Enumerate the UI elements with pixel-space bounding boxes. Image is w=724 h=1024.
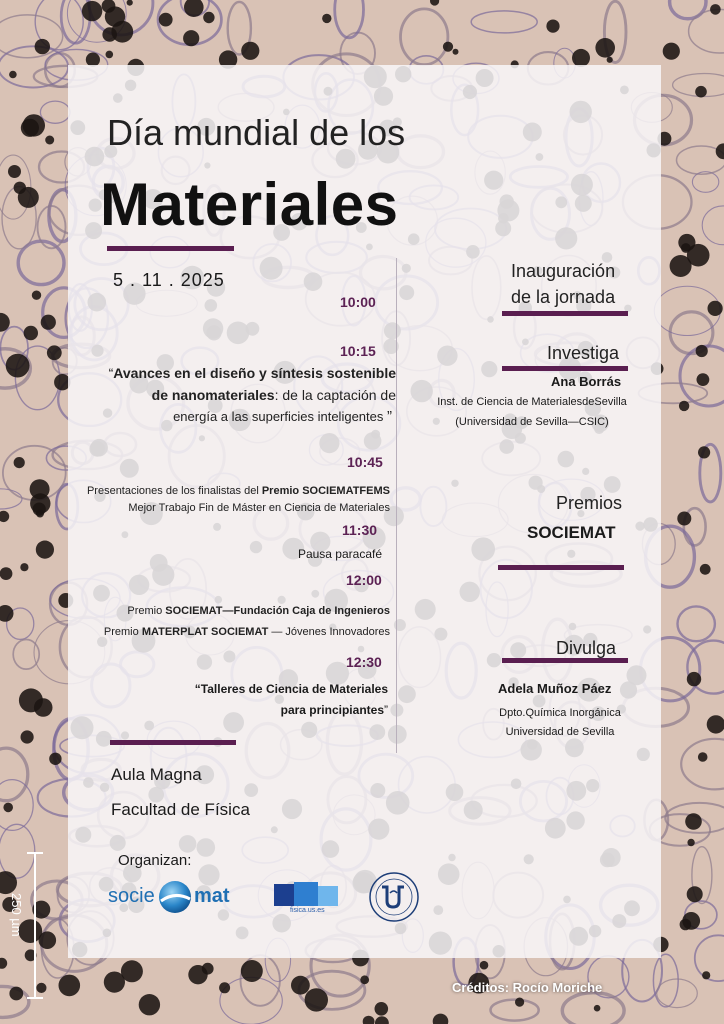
finalists-line-1 <box>70 485 390 497</box>
premios-underline <box>498 565 624 570</box>
time-1045: 10:45 <box>347 454 383 470</box>
time-1000: 10:00 <box>340 294 376 310</box>
scale-label: 250 µm <box>9 893 24 937</box>
workshops-title <box>130 679 388 721</box>
inauguration-line-2: de la jornada <box>511 287 616 307</box>
fisica-building-icon <box>272 880 340 908</box>
credits: Créditos: Rocío Moriche <box>452 980 603 995</box>
talk-line-3: energía a las superficies inteligentes <box>173 409 384 424</box>
title-underline <box>107 246 234 251</box>
speaker-affiliation-2: (Universidad de Sevilla—CSIC) <box>455 416 609 428</box>
finalists-line-2: Mejor Trabajo Fin de Máster en Ciencia de Materiales <box>128 502 390 514</box>
premios-label: Premios <box>556 493 623 513</box>
workshops-line-2: para principiantes <box>280 703 384 717</box>
award-line-2 <box>70 626 390 638</box>
speaker-affiliation-1: Inst. de Ciencia de MaterialesdeSevilla <box>437 396 627 408</box>
close-quote: ” <box>387 408 392 425</box>
us-seal-logo <box>366 871 422 923</box>
speaker-name-borras: Ana Borrás <box>551 374 622 389</box>
award-2-name: MATERPLAT SOCIEMAT <box>141 626 269 638</box>
award-line-1 <box>70 605 390 617</box>
divulga-affiliation-2: Universidad de Sevilla <box>505 726 615 738</box>
time-1200: 12:00 <box>346 572 382 588</box>
open-quote: “ <box>108 365 114 381</box>
title-line-2: Materiales <box>100 171 399 238</box>
award-1-name: SOCIEMAT—Fundación Caja de Ingenieros <box>165 605 390 617</box>
time-1015: 10:15 <box>340 343 376 359</box>
time-1130: 11:30 <box>342 522 378 538</box>
talk-bold-line-1: Avances en el diseño y síntesis sostenible <box>113 365 396 381</box>
sociemat-logo-left: socie <box>108 885 155 907</box>
finalists-prize: Premio SOCIEMATFEMS <box>261 485 390 497</box>
organizers-label: Organizan: <box>118 852 192 869</box>
divulga-label: Divulga <box>556 638 617 658</box>
scale-bar <box>34 853 36 998</box>
time-1230: 12:30 <box>346 654 382 670</box>
speaker-name-munoz: Adela Muñoz Páez <box>498 681 612 696</box>
coffee-break: Pausa paracafé <box>297 547 382 561</box>
scale-bar-bottom-cap <box>27 997 43 999</box>
finalists-prefix: Presentaciones de los finalistas del <box>86 485 262 497</box>
scale-bar-top-cap <box>27 852 43 854</box>
sociemat-globe-icon <box>156 879 194 915</box>
sociemat-logo-right: mat <box>194 885 230 907</box>
investiga-underline <box>502 366 628 371</box>
keynote-talk-title <box>108 362 396 428</box>
award-2-rest: — Jóvenes Innovadores <box>268 626 390 638</box>
investiga-label: Investiga <box>547 343 620 363</box>
fisica-logo <box>272 880 340 916</box>
award-1-prefix: Premio <box>127 605 166 617</box>
venue-line-1: Aula Magna <box>111 765 202 784</box>
divulga-underline <box>502 658 628 663</box>
talk-rest-line-2: : de la captación de <box>274 387 396 403</box>
venue-line-2: Facultad de Física <box>111 800 250 819</box>
fisica-caption: fisica.us.es <box>290 907 325 914</box>
title-line-1: Día mundial de los <box>107 112 406 153</box>
sociemat-logo <box>108 877 243 917</box>
column-divider <box>396 258 397 753</box>
award-2-prefix: Premio <box>103 626 142 638</box>
divulga-affiliation-1: Dpto.Química Inorgánica <box>499 707 621 719</box>
talk-bold-line-2: de nanomateriales <box>151 387 275 403</box>
venue-underline <box>110 740 236 745</box>
workshops-close-quote: ” <box>384 703 388 717</box>
premios-sociemat: SOCIEMAT <box>527 523 616 542</box>
event-date: 5 . 11 . 2025 <box>113 270 225 290</box>
inauguration-underline <box>502 311 628 316</box>
inauguration-line-1: Inauguración <box>511 261 616 281</box>
workshops-line-1: “Talleres de Ciencia de Materiales <box>194 682 388 696</box>
us-seal-icon <box>366 871 422 923</box>
